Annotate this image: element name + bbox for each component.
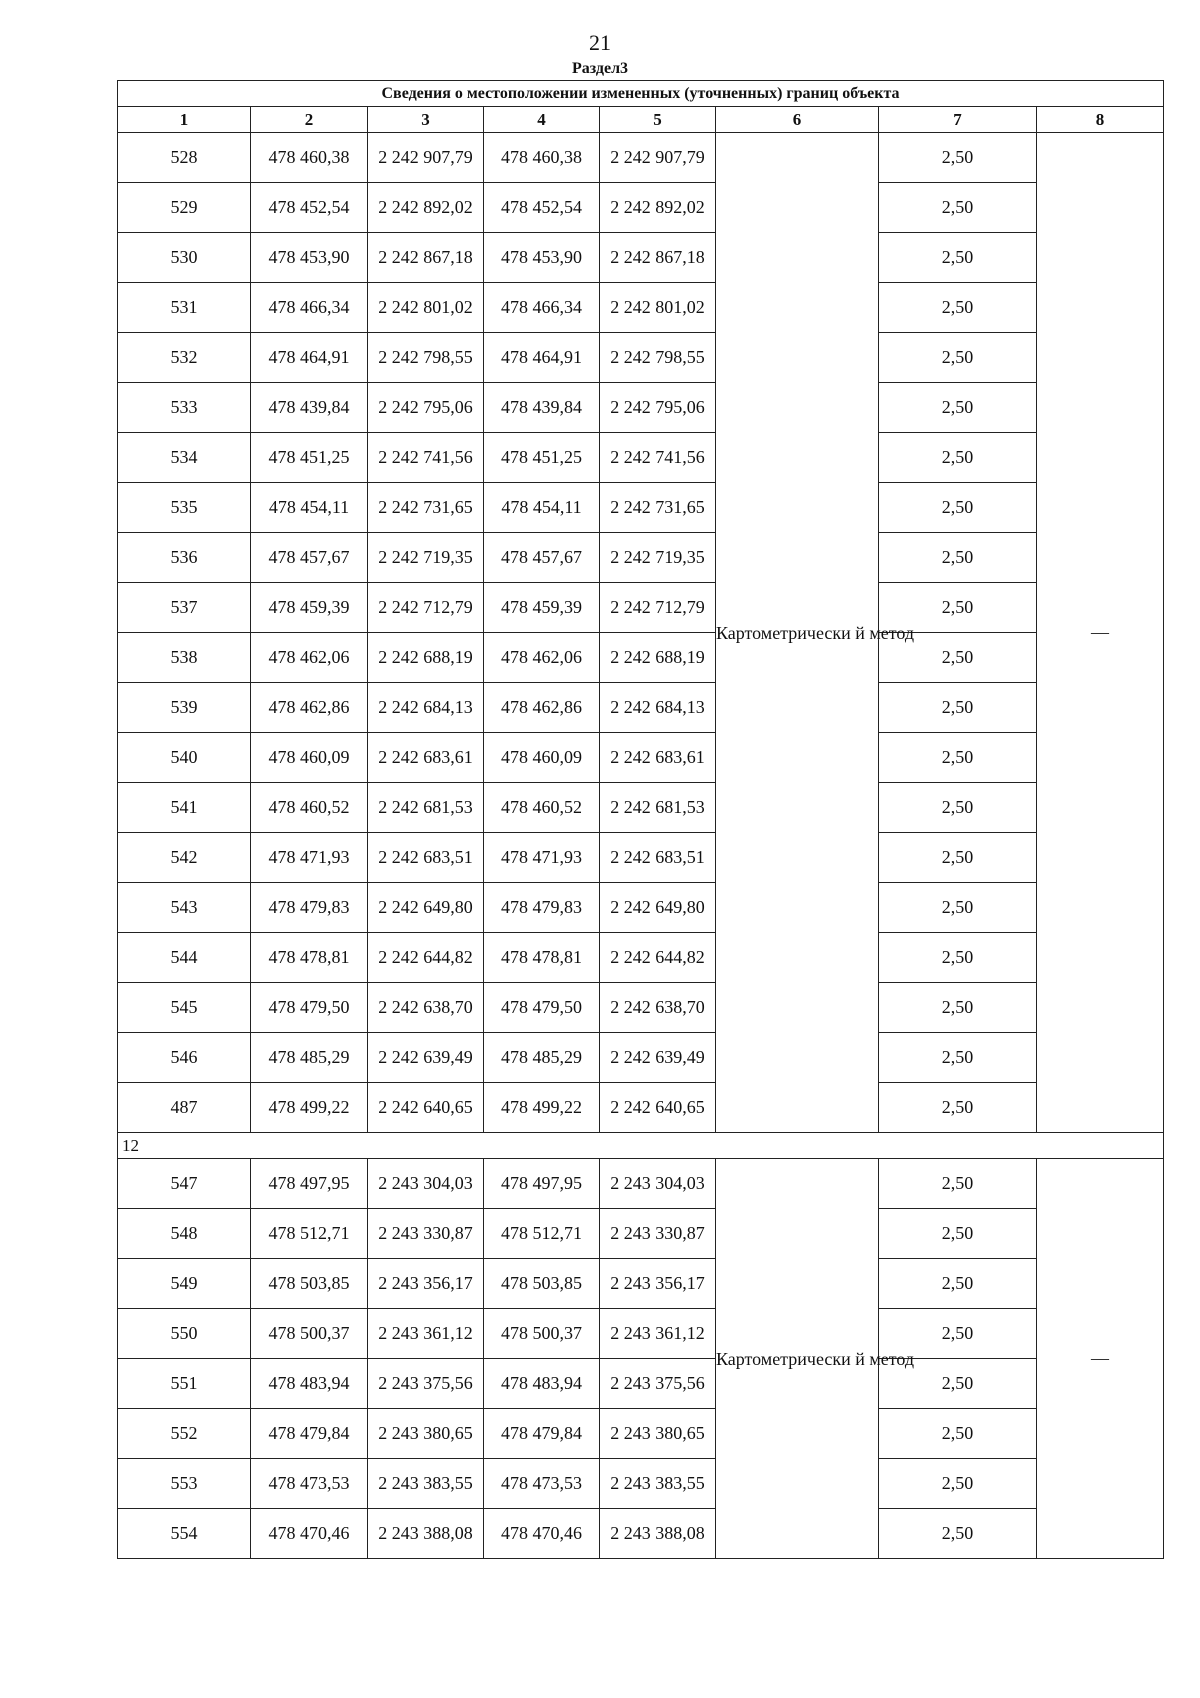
point-number-cell: 530 bbox=[118, 233, 251, 283]
y-refined-cell: 2 243 330,87 bbox=[600, 1209, 716, 1259]
accuracy-cell: 2,50 bbox=[879, 1509, 1037, 1559]
table-row bbox=[118, 433, 1164, 483]
y-refined-cell: 2 242 731,65 bbox=[600, 483, 716, 533]
column-number: 7 bbox=[879, 107, 1037, 133]
y-refined-cell: 2 243 383,55 bbox=[600, 1459, 716, 1509]
accuracy-cell: 2,50 bbox=[879, 1159, 1037, 1209]
table-row bbox=[118, 483, 1164, 533]
x-refined-cell: 478 439,84 bbox=[484, 383, 600, 433]
y-refined-cell: 2 242 741,56 bbox=[600, 433, 716, 483]
accuracy-cell: 2,50 bbox=[879, 233, 1037, 283]
point-number-cell: 545 bbox=[118, 983, 251, 1033]
point-number-cell: 550 bbox=[118, 1309, 251, 1359]
section-title: Раздел3 bbox=[571, 60, 629, 77]
x-refined-cell: 478 452,54 bbox=[484, 183, 600, 233]
y-refined-cell: 2 243 304,03 bbox=[600, 1159, 716, 1209]
point-number-cell: 535 bbox=[118, 483, 251, 533]
y-existing-cell: 2 242 892,02 bbox=[368, 183, 484, 233]
point-number-cell: 548 bbox=[118, 1209, 251, 1259]
y-refined-cell: 2 242 639,49 bbox=[600, 1033, 716, 1083]
table-row bbox=[118, 1083, 1164, 1133]
point-number-cell: 536 bbox=[118, 533, 251, 583]
x-existing-cell: 478 500,37 bbox=[251, 1309, 368, 1359]
table-row bbox=[118, 183, 1164, 233]
table-row bbox=[118, 1033, 1164, 1083]
x-refined-cell: 478 460,52 bbox=[484, 783, 600, 833]
table-body bbox=[118, 133, 1164, 1559]
x-refined-cell: 478 512,71 bbox=[484, 1209, 600, 1259]
accuracy-cell: 2,50 bbox=[879, 1359, 1037, 1409]
accuracy-cell: 2,50 bbox=[879, 1259, 1037, 1309]
point-number-cell: 532 bbox=[118, 333, 251, 383]
x-existing-cell: 478 452,54 bbox=[251, 183, 368, 233]
table-row bbox=[118, 1159, 1164, 1209]
x-refined-cell: 478 462,86 bbox=[484, 683, 600, 733]
x-existing-cell: 478 462,86 bbox=[251, 683, 368, 733]
x-refined-cell: 478 462,06 bbox=[484, 633, 600, 683]
column-number: 6 bbox=[716, 107, 879, 133]
accuracy-cell: 2,50 bbox=[879, 783, 1037, 833]
y-refined-cell: 2 242 712,79 bbox=[600, 583, 716, 633]
point-number-cell: 542 bbox=[118, 833, 251, 883]
y-existing-cell: 2 243 330,87 bbox=[368, 1209, 484, 1259]
x-refined-cell: 478 499,22 bbox=[484, 1083, 600, 1133]
table-row bbox=[118, 1209, 1164, 1259]
column-number: 1 bbox=[118, 107, 251, 133]
column-number-row bbox=[118, 107, 1164, 133]
point-number-cell: 543 bbox=[118, 883, 251, 933]
accuracy-cell: 2,50 bbox=[879, 483, 1037, 533]
note-cell: — bbox=[1037, 133, 1164, 1133]
accuracy-cell: 2,50 bbox=[879, 533, 1037, 583]
x-existing-cell: 478 479,84 bbox=[251, 1409, 368, 1459]
point-number-cell: 531 bbox=[118, 283, 251, 333]
x-existing-cell: 478 512,71 bbox=[251, 1209, 368, 1259]
point-number-cell: 552 bbox=[118, 1409, 251, 1459]
x-existing-cell: 478 460,09 bbox=[251, 733, 368, 783]
y-refined-cell: 2 242 907,79 bbox=[600, 133, 716, 183]
x-refined-cell: 478 478,81 bbox=[484, 933, 600, 983]
x-refined-cell: 478 500,37 bbox=[484, 1309, 600, 1359]
y-refined-cell: 2 243 356,17 bbox=[600, 1259, 716, 1309]
accuracy-cell: 2,50 bbox=[879, 983, 1037, 1033]
y-existing-cell: 2 242 712,79 bbox=[368, 583, 484, 633]
group-header-row bbox=[118, 1133, 1164, 1159]
y-refined-cell: 2 242 681,53 bbox=[600, 783, 716, 833]
x-existing-cell: 478 454,11 bbox=[251, 483, 368, 533]
y-refined-cell: 2 242 801,02 bbox=[600, 283, 716, 333]
accuracy-cell: 2,50 bbox=[879, 1209, 1037, 1259]
y-refined-cell: 2 242 684,13 bbox=[600, 683, 716, 733]
x-existing-cell: 478 473,53 bbox=[251, 1459, 368, 1509]
y-refined-cell: 2 242 719,35 bbox=[600, 533, 716, 583]
y-existing-cell: 2 242 644,82 bbox=[368, 933, 484, 983]
y-existing-cell: 2 242 801,02 bbox=[368, 283, 484, 333]
y-existing-cell: 2 242 907,79 bbox=[368, 133, 484, 183]
y-existing-cell: 2 242 638,70 bbox=[368, 983, 484, 1033]
x-existing-cell: 478 478,81 bbox=[251, 933, 368, 983]
y-existing-cell: 2 242 684,13 bbox=[368, 683, 484, 733]
y-refined-cell: 2 242 798,55 bbox=[600, 333, 716, 383]
y-refined-cell: 2 243 361,12 bbox=[600, 1309, 716, 1359]
note-cell: — bbox=[1037, 1159, 1164, 1559]
table-row bbox=[118, 833, 1164, 883]
accuracy-cell: 2,50 bbox=[879, 883, 1037, 933]
column-number: 4 bbox=[484, 107, 600, 133]
x-refined-cell: 478 473,53 bbox=[484, 1459, 600, 1509]
accuracy-cell: 2,50 bbox=[879, 433, 1037, 483]
table-row bbox=[118, 1359, 1164, 1409]
x-refined-cell: 478 503,85 bbox=[484, 1259, 600, 1309]
x-refined-cell: 478 464,91 bbox=[484, 333, 600, 383]
x-existing-cell: 478 466,34 bbox=[251, 283, 368, 333]
table-row bbox=[118, 733, 1164, 783]
y-refined-cell: 2 242 867,18 bbox=[600, 233, 716, 283]
x-existing-cell: 478 470,46 bbox=[251, 1509, 368, 1559]
point-number-cell: 538 bbox=[118, 633, 251, 683]
x-refined-cell: 478 466,34 bbox=[484, 283, 600, 333]
y-existing-cell: 2 242 683,51 bbox=[368, 833, 484, 883]
y-existing-cell: 2 243 380,65 bbox=[368, 1409, 484, 1459]
y-existing-cell: 2 243 388,08 bbox=[368, 1509, 484, 1559]
point-number-cell: 549 bbox=[118, 1259, 251, 1309]
x-existing-cell: 478 439,84 bbox=[251, 383, 368, 433]
y-existing-cell: 2 242 639,49 bbox=[368, 1033, 484, 1083]
point-number-cell: 528 bbox=[118, 133, 251, 183]
y-existing-cell: 2 242 867,18 bbox=[368, 233, 484, 283]
accuracy-cell: 2,50 bbox=[879, 1409, 1037, 1459]
table-row bbox=[118, 283, 1164, 333]
y-existing-cell: 2 242 683,61 bbox=[368, 733, 484, 783]
x-refined-cell: 478 479,84 bbox=[484, 1409, 600, 1459]
y-refined-cell: 2 243 380,65 bbox=[600, 1409, 716, 1459]
method-cell: Картометрически й метод bbox=[716, 1159, 879, 1559]
point-number-cell: 551 bbox=[118, 1359, 251, 1409]
column-number: 3 bbox=[368, 107, 484, 133]
y-existing-cell: 2 242 731,65 bbox=[368, 483, 484, 533]
table-row bbox=[118, 983, 1164, 1033]
table-row bbox=[118, 1409, 1164, 1459]
page-number: 21 bbox=[589, 30, 611, 55]
point-number-cell: 547 bbox=[118, 1159, 251, 1209]
point-number-cell: 554 bbox=[118, 1509, 251, 1559]
accuracy-cell: 2,50 bbox=[879, 183, 1037, 233]
y-existing-cell: 2 242 741,56 bbox=[368, 433, 484, 483]
table-row bbox=[118, 383, 1164, 433]
method-cell: Картометрически й метод bbox=[716, 133, 879, 1133]
point-number-cell: 537 bbox=[118, 583, 251, 633]
accuracy-cell: 2,50 bbox=[879, 583, 1037, 633]
x-existing-cell: 478 483,94 bbox=[251, 1359, 368, 1409]
table-row bbox=[118, 783, 1164, 833]
y-refined-cell: 2 242 683,51 bbox=[600, 833, 716, 883]
x-existing-cell: 478 462,06 bbox=[251, 633, 368, 683]
point-number-cell: 534 bbox=[118, 433, 251, 483]
x-existing-cell: 478 460,52 bbox=[251, 783, 368, 833]
x-existing-cell: 478 497,95 bbox=[251, 1159, 368, 1209]
accuracy-cell: 2,50 bbox=[879, 283, 1037, 333]
y-existing-cell: 2 242 681,53 bbox=[368, 783, 484, 833]
point-number-cell: 529 bbox=[118, 183, 251, 233]
accuracy-cell: 2,50 bbox=[879, 333, 1037, 383]
y-refined-cell: 2 242 795,06 bbox=[600, 383, 716, 433]
x-existing-cell: 478 460,38 bbox=[251, 133, 368, 183]
x-refined-cell: 478 479,50 bbox=[484, 983, 600, 1033]
accuracy-cell: 2,50 bbox=[879, 383, 1037, 433]
table-row bbox=[118, 1459, 1164, 1509]
accuracy-cell: 2,50 bbox=[879, 833, 1037, 883]
y-existing-cell: 2 243 383,55 bbox=[368, 1459, 484, 1509]
x-refined-cell: 478 451,25 bbox=[484, 433, 600, 483]
y-existing-cell: 2 243 356,17 bbox=[368, 1259, 484, 1309]
table-caption: Сведения о местоположении измененных (уточненных) границ объекта bbox=[118, 81, 1164, 107]
point-number-cell: 544 bbox=[118, 933, 251, 983]
x-existing-cell: 478 499,22 bbox=[251, 1083, 368, 1133]
y-existing-cell: 2 243 361,12 bbox=[368, 1309, 484, 1359]
accuracy-cell: 2,50 bbox=[879, 633, 1037, 683]
y-refined-cell: 2 242 649,80 bbox=[600, 883, 716, 933]
x-existing-cell: 478 479,83 bbox=[251, 883, 368, 933]
y-refined-cell: 2 243 375,56 bbox=[600, 1359, 716, 1409]
x-existing-cell: 478 453,90 bbox=[251, 233, 368, 283]
x-refined-cell: 478 479,83 bbox=[484, 883, 600, 933]
x-refined-cell: 478 485,29 bbox=[484, 1033, 600, 1083]
x-refined-cell: 478 460,09 bbox=[484, 733, 600, 783]
table-row bbox=[118, 533, 1164, 583]
x-existing-cell: 478 485,29 bbox=[251, 1033, 368, 1083]
x-refined-cell: 478 453,90 bbox=[484, 233, 600, 283]
x-refined-cell: 478 483,94 bbox=[484, 1359, 600, 1409]
x-refined-cell: 478 471,93 bbox=[484, 833, 600, 883]
table-row bbox=[118, 1309, 1164, 1359]
y-existing-cell: 2 242 688,19 bbox=[368, 633, 484, 683]
table-row bbox=[118, 583, 1164, 633]
y-refined-cell: 2 242 638,70 bbox=[600, 983, 716, 1033]
x-existing-cell: 478 479,50 bbox=[251, 983, 368, 1033]
table-row bbox=[118, 133, 1164, 183]
y-existing-cell: 2 242 649,80 bbox=[368, 883, 484, 933]
table-row bbox=[118, 333, 1164, 383]
column-number: 2 bbox=[251, 107, 368, 133]
x-refined-cell: 478 459,39 bbox=[484, 583, 600, 633]
y-refined-cell: 2 242 644,82 bbox=[600, 933, 716, 983]
y-existing-cell: 2 243 375,56 bbox=[368, 1359, 484, 1409]
x-existing-cell: 478 459,39 bbox=[251, 583, 368, 633]
x-refined-cell: 478 457,67 bbox=[484, 533, 600, 583]
y-refined-cell: 2 242 683,61 bbox=[600, 733, 716, 783]
y-refined-cell: 2 242 688,19 bbox=[600, 633, 716, 683]
x-existing-cell: 478 464,91 bbox=[251, 333, 368, 383]
accuracy-cell: 2,50 bbox=[879, 733, 1037, 783]
column-number: 8 bbox=[1037, 107, 1164, 133]
x-refined-cell: 478 460,38 bbox=[484, 133, 600, 183]
y-existing-cell: 2 242 798,55 bbox=[368, 333, 484, 383]
point-number-cell: 553 bbox=[118, 1459, 251, 1509]
x-existing-cell: 478 451,25 bbox=[251, 433, 368, 483]
group-label: 12 bbox=[118, 1133, 1164, 1159]
x-existing-cell: 478 457,67 bbox=[251, 533, 368, 583]
y-existing-cell: 2 243 304,03 bbox=[368, 1159, 484, 1209]
accuracy-cell: 2,50 bbox=[879, 1083, 1037, 1133]
x-refined-cell: 478 454,11 bbox=[484, 483, 600, 533]
table-row bbox=[118, 683, 1164, 733]
table-row bbox=[118, 1259, 1164, 1309]
accuracy-cell: 2,50 bbox=[879, 683, 1037, 733]
accuracy-cell: 2,50 bbox=[879, 133, 1037, 183]
table-row bbox=[118, 933, 1164, 983]
accuracy-cell: 2,50 bbox=[879, 1309, 1037, 1359]
x-refined-cell: 478 497,95 bbox=[484, 1159, 600, 1209]
y-existing-cell: 2 242 795,06 bbox=[368, 383, 484, 433]
y-existing-cell: 2 242 719,35 bbox=[368, 533, 484, 583]
table-row bbox=[118, 883, 1164, 933]
point-number-cell: 541 bbox=[118, 783, 251, 833]
point-number-cell: 539 bbox=[118, 683, 251, 733]
point-number-cell: 546 bbox=[118, 1033, 251, 1083]
table-row bbox=[118, 233, 1164, 283]
accuracy-cell: 2,50 bbox=[879, 1459, 1037, 1509]
point-number-cell: 540 bbox=[118, 733, 251, 783]
y-refined-cell: 2 243 388,08 bbox=[600, 1509, 716, 1559]
y-existing-cell: 2 242 640,65 bbox=[368, 1083, 484, 1133]
column-number: 5 bbox=[600, 107, 716, 133]
table-row bbox=[118, 633, 1164, 683]
x-existing-cell: 478 503,85 bbox=[251, 1259, 368, 1309]
x-refined-cell: 478 470,46 bbox=[484, 1509, 600, 1559]
y-refined-cell: 2 242 892,02 bbox=[600, 183, 716, 233]
coordinates-table bbox=[117, 80, 1164, 1559]
point-number-cell: 487 bbox=[118, 1083, 251, 1133]
x-existing-cell: 478 471,93 bbox=[251, 833, 368, 883]
table-row bbox=[118, 1509, 1164, 1559]
accuracy-cell: 2,50 bbox=[879, 933, 1037, 983]
accuracy-cell: 2,50 bbox=[879, 1033, 1037, 1083]
point-number-cell: 533 bbox=[118, 383, 251, 433]
y-refined-cell: 2 242 640,65 bbox=[600, 1083, 716, 1133]
